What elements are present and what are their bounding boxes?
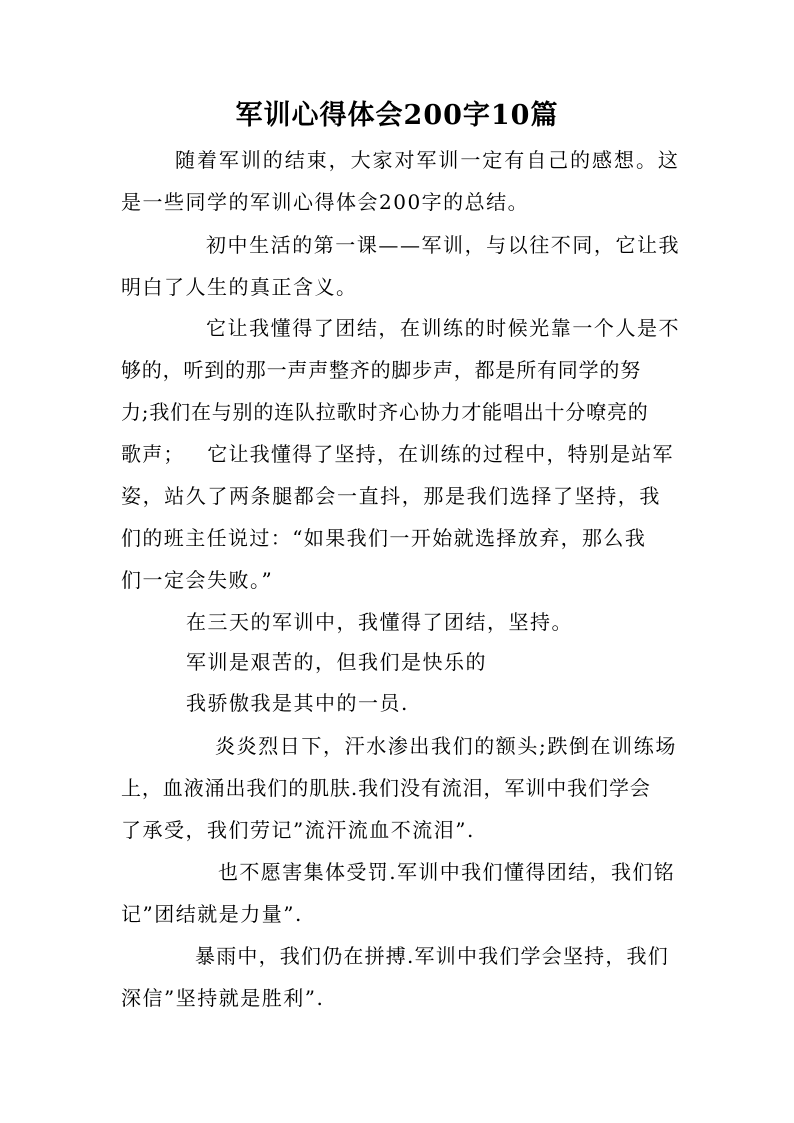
paragraph-line: 力;我们在与别的连队拉歌时齐心协力才能唱出十分嘹亮的	[121, 400, 649, 424]
paragraph-line: 们一定会失败。”	[121, 568, 274, 592]
paragraph-line: 姿，站久了两条腿都会一直抖，那是我们选择了坚持，我	[121, 484, 661, 508]
paragraph-line: 歌声； 它让我懂得了坚持，在训练的过程中，特别是站军	[121, 442, 674, 466]
paragraph-line: 是一些同学的军训心得体会200字的总结。	[121, 190, 530, 214]
paragraph-line: 记”团结就是力量”.	[121, 902, 303, 926]
paragraph-line: 深信”坚持就是胜利”.	[121, 986, 325, 1010]
paragraph-line: 暴雨中，我们仍在拼搏.军训中我们学会坚持，我们	[195, 944, 669, 968]
paragraph-line: 也不愿害集体受罚.军训中我们懂得团结，我们铭	[218, 860, 676, 884]
document-title: 军训心得体会200字10篇	[235, 100, 559, 131]
paragraph-line: 它让我懂得了团结，在训练的时候光靠一个人是不	[206, 316, 681, 340]
paragraph-line: 了承受，我们劳记”流汗流血不流泪”.	[121, 818, 475, 842]
paragraph-line: 在三天的军训中，我懂得了团结，坚持。	[186, 610, 573, 634]
paragraph-line: 们的班主任说过：“如果我们一开始就选择放弃，那么我	[121, 526, 647, 550]
paragraph-line: 上，血液涌出我们的肌肤.我们没有流泪，军训中我们学会	[121, 776, 651, 800]
paragraph-line: 初中生活的第一课——军训，与以往不同，它让我	[206, 233, 681, 257]
paragraph-line: 明白了人生的真正含义。	[121, 275, 358, 299]
paragraph-line: 炎炎烈日下，汗水渗出我们的额头;跌倒在训练场	[215, 734, 677, 758]
paragraph-line: 军训是艰苦的，但我们是快乐的	[186, 650, 487, 674]
paragraph-line: 随着军训的结束，大家对军训一定有自己的感想。这	[175, 148, 680, 172]
paragraph-line: 够的，听到的那一声声整齐的脚步声，都是所有同学的努	[121, 358, 641, 382]
paragraph-line: 我骄傲我是其中的一员.	[186, 691, 409, 715]
